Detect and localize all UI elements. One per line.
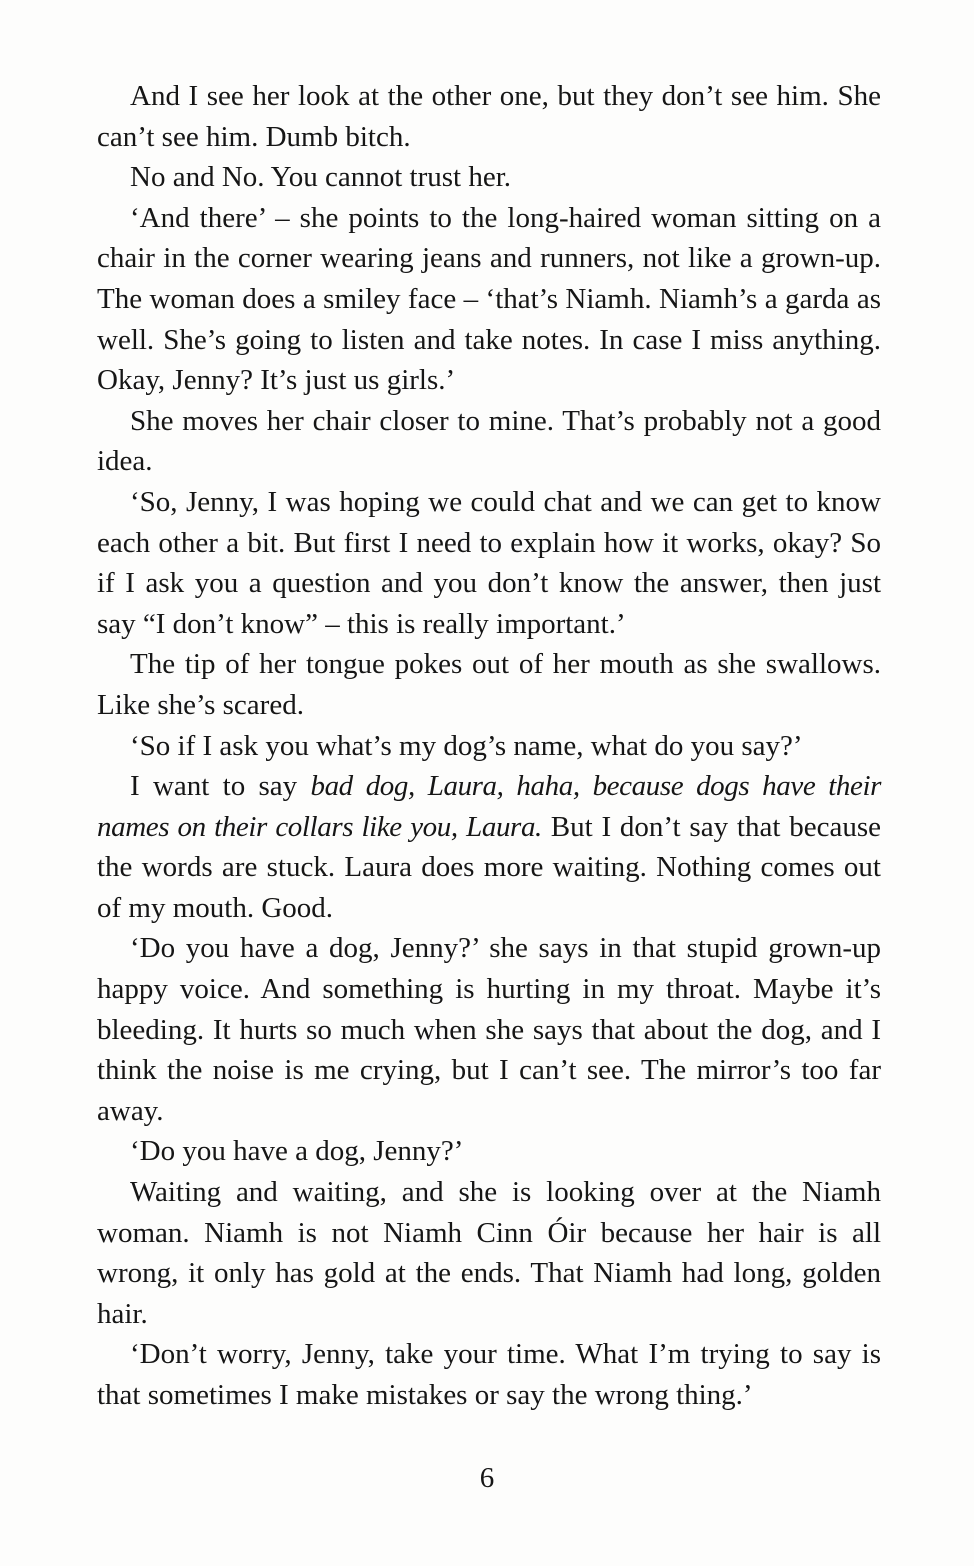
paragraph-text-start: I want to say bbox=[130, 770, 311, 803]
paragraph-with-italics bbox=[97, 766, 881, 928]
paragraph: ‘And there’ – she points to the long-haired woman sitting on a chair in the corner wearing jeans and runners, not like a grown-up. The woman does a smiley face – ‘that’s Niamh. Niamh’s a garda as well. She’s going to listen and take notes. In case I miss anything. Okay, Jenny? It’s just us girls.’ bbox=[97, 201, 881, 397]
page-number: 6 bbox=[479, 1462, 495, 1494]
italic-thought: bad dog, Laura, haha, because dogs have their names on their collars like you, Laura. bbox=[97, 770, 881, 843]
paragraph: And I see her look at the other one, but they don’t see him. She can’t see him. Dumb bitch. bbox=[97, 80, 881, 153]
paragraph: No and No. You cannot trust her. bbox=[130, 161, 512, 194]
paragraph: ‘Don’t worry, Jenny, take your time. What I’m trying to say is that sometimes I make mistakes or say the wrong thing.’ bbox=[97, 1338, 881, 1411]
paragraph: She moves her chair closer to mine. That’s probably not a good idea. bbox=[97, 404, 881, 478]
paragraph: The tip of her tongue pokes out of her mouth as she swallows. Like she’s scared. bbox=[97, 648, 881, 721]
paragraph: Waiting and waiting, and she is looking over at the Niamh woman. Niamh is not Niamh Cinn Óir because her hair is all wrong, it only has gold at the ends. That Niamh had long, golden hair. bbox=[97, 1176, 881, 1330]
body-text bbox=[97, 76, 881, 1416]
paragraph-text-end: But I don’t say that because the words are stuck. Laura does more waiting. Nothing comes out of my mouth. Good. bbox=[97, 810, 881, 924]
paragraph: ‘So if I ask you what’s my dog’s name, what do you say?’ bbox=[130, 729, 803, 762]
paragraph: ‘Do you have a dog, Jenny?’ bbox=[130, 1135, 464, 1168]
paragraph: ‘So, Jenny, I was hoping we could chat and we can get to know each other a bit. But first I need to explain how it works, okay? So if I ask you a question and you don’t know the answer, then just say “I don’t know” – this is really important.’ bbox=[97, 485, 881, 640]
paragraph: ‘Do you have a dog, Jenny?’ she says in that stupid grown-up happy voice. And something is hurting in my throat. Maybe it’s bleeding. It hurts so much when she says that about the dog, and I think the noise is me crying, but I can’t see. The mirror’s too far away. bbox=[97, 932, 881, 1127]
